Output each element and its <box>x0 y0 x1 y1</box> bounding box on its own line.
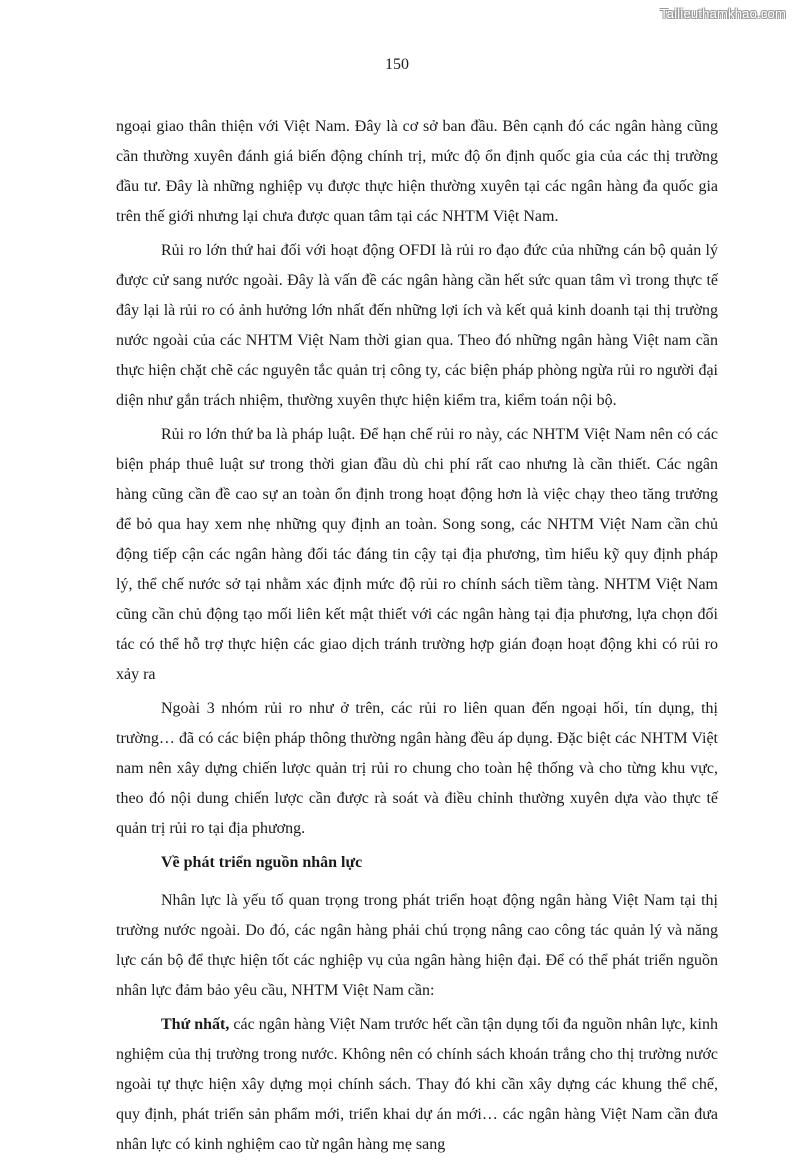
paragraph-continued: ngoại giao thân thiện với Việt Nam. Đây là cơ sở ban đầu. Bên cạnh đó các ngân hàng cũng cần thường xuyên đánh giá biến động chính trị, mức độ ổn định quốc gia của các thị trường đầu tư. Đây là những nghiệp vụ được thực hiện thường xuyên tại các ngân hàng đa quốc gia trên thế giới nhưng lại chưa được quan tâm tại các NHTM Việt Nam. <box>116 118 718 225</box>
paragraph-human-resources: Nhân lực là yếu tố quan trọng trong phát triển hoạt động ngân hàng Việt Nam tại thị trường nước ngoài. Do đó, các ngân hàng phải chú trọng nâng cao công tác quản lý và năng lực cán bộ để thực hiện tốt các nghiệp vụ của ngân hàng hiện đại. Để có thể phát triển nguồn nhân lực đảm bảo yêu cầu, NHTM Việt Nam cần: <box>116 892 718 999</box>
first-point-text: các ngân hàng Việt Nam trước hết cần tận dụng tối đa nguồn nhân lực, kinh nghiệm của thị trường trong nước. Không nên có chính sách khoán trắng cho thị trường nước ngoài tự thực hiện xây dựng mọi chính sách. Thay đó khi cần xây dựng các khung thể chế, quy định, phát triển sản phẩm mới, triển khai dự án mới… các ngân hàng Việt Nam cần đưa nhân lực có kinh nghiệm cao từ ngân hàng mẹ sang <box>116 1016 719 1153</box>
paragraph-legal-risk: Rủi ro lớn thứ ba là pháp luật. Để hạn chế rủi ro này, các NHTM Việt Nam nên có các biện pháp thuê luật sư trong thời gian đầu dù chi phí rất cao nhưng là cần thiết. Các ngân hàng cũng cần đề cao sự an toàn ổn định trong hoạt động hơn là việc chạy theo tăng trưởng để bỏ qua hay xem nhẹ những quy định an toàn. Song song, các NHTM Việt Nam cần chủ động tiếp cận các ngân hàng đối tác đáng tin cậy tại địa phương, tìm hiểu kỹ quy định pháp lý, thể chế nước sở tại nhằm xác định mức độ rủi ro chính sách tiềm tàng. NHTM Việt Nam cũng cần chủ động tạo mối liên kết mật thiết với các ngân hàng tại địa phương, lựa chọn đối tác có thể hỗ trợ thực hiện các giao dịch tránh trường hợp gián đoạn hoạt động khi có rủi ro xảy ra <box>116 426 718 683</box>
paragraph-other-risks: Ngoài 3 nhóm rủi ro như ở trên, các rủi ro liên quan đến ngoại hối, tín dụng, thị trường… đã có các biện pháp thông thường ngân hàng đều áp dụng. Đặc biệt các NHTM Việt nam nên xây dựng chiến lược quản trị rủi ro chung cho toàn hệ thống và cho từng khu vực, theo đó nội dung chiến lược cần được rà soát và điều chỉnh thường xuyên dựa vào thực tế quản trị rủi ro tại địa phương. <box>116 700 718 837</box>
paragraph-ethical-risk: Rủi ro lớn thứ hai đối với hoạt động OFDI là rủi ro đạo đức của những cán bộ quản lý được cử sang nước ngoài. Đây là vấn đề các ngân hàng cần hết sức quan tâm vì trong thực tế đây lại là rủi ro có ảnh hưởng lớn nhất đến những lợi ích và kết quả kinh doanh tại thị trường nước ngoài của các NHTM Việt Nam thời gian qua. Theo đó những ngân hàng Việt nam cần thực hiện chặt chẽ các nguyên tắc quản trị công ty, các biện pháp phòng ngừa rủi ro người đại diện như gắn trách nhiệm, thường xuyên thực hiện kiểm tra, kiểm toán nội bộ. <box>116 242 718 409</box>
first-point-lead: Thứ nhất, <box>161 1016 230 1033</box>
paragraph-first-point <box>116 1010 718 1160</box>
page-number: 150 <box>385 56 409 73</box>
section-heading: Về phát triển nguồn nhân lực <box>161 854 363 871</box>
watermark: Tailieuthamkhao.com <box>660 6 786 21</box>
document-body <box>116 112 718 1164</box>
